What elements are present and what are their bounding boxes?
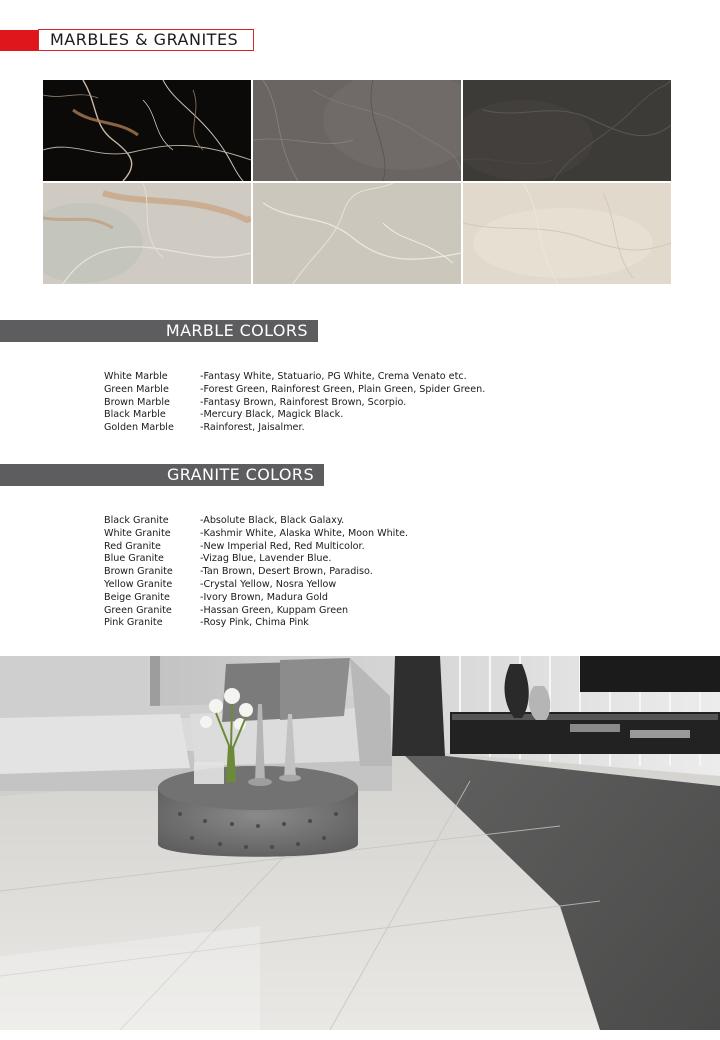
onyx-marble-swatch	[43, 183, 251, 284]
marble-type: Green Marble	[104, 383, 169, 395]
cream-marble-swatch	[463, 183, 671, 284]
granite-varieties: -Hassan Green, Kuppam Green	[200, 604, 349, 616]
granite-type: Black Granite	[104, 515, 169, 526]
granite-varieties: -Vizag Blue, Lavender Blue.	[200, 553, 332, 565]
granite-type: Blue Granite	[104, 553, 164, 565]
granite-type: Yellow Granite	[104, 578, 173, 590]
granite-varieties: -Kashmir White, Alaska White, Moon White.	[200, 527, 409, 539]
granite-type: Pink Granite	[104, 617, 163, 629]
marble-varieties: -Mercury Black, Magick Black.	[200, 409, 344, 421]
marble-varieties: -Forest Green, Rainforest Green, Plain Green, Spider Green.	[200, 383, 486, 395]
granite-varieties: -Absolute Black, Black Galaxy.	[200, 515, 345, 526]
granite-varieties: -New Imperial Red, Red Multicolor.	[200, 540, 365, 552]
granite-type: Brown Granite	[104, 566, 173, 578]
marble-varieties: -Rainforest, Jaisalmer.	[200, 422, 305, 434]
marble-varieties: -Fantasy White, Statuario, PG White, Crema Venato etc.	[200, 371, 467, 382]
dark-grey-marble-swatch	[463, 80, 671, 181]
granite-colors-heading: GRANITE COLORS	[0, 464, 324, 486]
marble-varieties: -Fantasy Brown, Rainforest Brown, Scorpio.	[200, 396, 407, 408]
page-title: MARBLES & GRANITES	[38, 29, 254, 51]
marble-type: Brown Marble	[104, 396, 170, 408]
granite-type: Red Granite	[104, 540, 161, 552]
granite-type: Beige Granite	[104, 591, 170, 603]
black-marble-swatch	[43, 80, 251, 181]
granite-type: Green Granite	[104, 604, 172, 616]
marble-type: Golden Marble	[104, 422, 174, 434]
marble-type: Black Marble	[104, 409, 166, 421]
granite-type: White Granite	[104, 527, 171, 539]
marble-swatch-grid	[43, 80, 672, 284]
living-room-photo	[0, 656, 720, 1030]
granite-varieties: -Crystal Yellow, Nosra Yellow	[200, 578, 337, 590]
granite-varieties: -Rosy Pink, Chima Pink	[200, 617, 309, 629]
header-red-block	[0, 30, 38, 51]
beige-grey-marble-swatch	[253, 183, 461, 284]
grey-marble-swatch	[253, 80, 461, 181]
marble-colors-heading: MARBLE COLORS	[0, 320, 318, 342]
granite-varieties: -Tan Brown, Desert Brown, Paradiso.	[200, 566, 373, 578]
marble-type: White Marble	[104, 371, 168, 382]
granite-varieties: -Ivory Brown, Madura Gold	[200, 591, 328, 603]
